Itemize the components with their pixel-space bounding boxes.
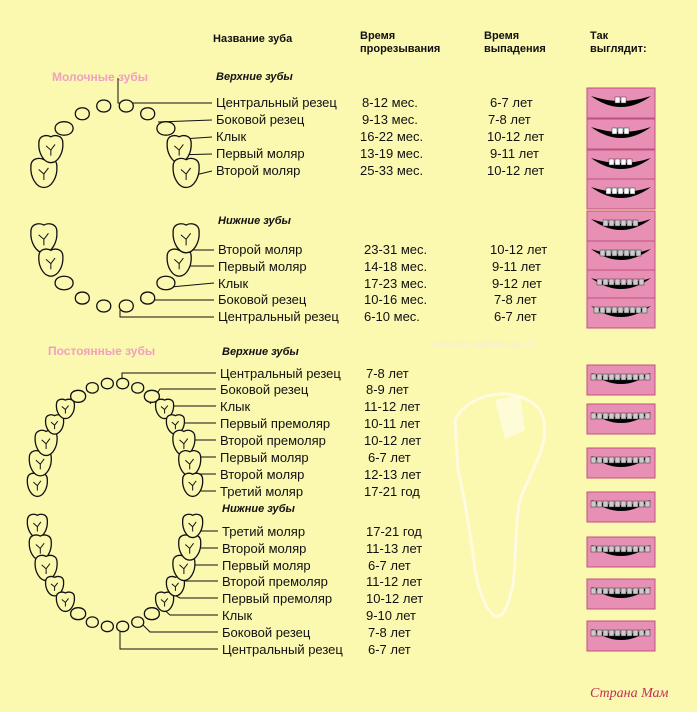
milk-lower-eruption: 10-16 мес. <box>364 292 428 307</box>
thumb-tooth <box>597 413 602 419</box>
thumb-tooth <box>633 501 638 507</box>
tooth <box>141 108 155 120</box>
header-look-line2: выглядит: <box>590 43 647 55</box>
mouth-thumbnail <box>587 492 655 522</box>
thumb-tooth <box>621 457 626 463</box>
thumb-tooth <box>630 250 635 256</box>
perm-lower-eruption: 9-10 лет <box>366 608 416 623</box>
mouth-thumbnail <box>587 179 655 209</box>
thumb-tooth <box>609 546 614 552</box>
thumb-tooth <box>621 588 626 594</box>
thumb-tooth <box>633 413 638 419</box>
thumb-tooth <box>627 630 632 636</box>
thumb-tooth <box>621 501 626 507</box>
perm-lower-eruption: 6-7 лет <box>368 558 411 573</box>
milk-lower-eruption: 17-23 мес. <box>364 276 428 291</box>
milk-lower-name: Клык <box>218 276 249 291</box>
milk-lower-eruption: 23-31 мес. <box>364 242 428 257</box>
tooth <box>55 122 73 136</box>
tooth <box>144 608 159 620</box>
thumb-tooth <box>591 457 596 463</box>
thumb-tooth <box>609 220 614 226</box>
thumb-tooth <box>624 128 629 134</box>
perm-upper-eruption: 17-21 год <box>364 484 420 499</box>
leader-line <box>142 624 218 632</box>
site-logo: Страна Мам <box>590 686 669 701</box>
thumb-tooth <box>639 501 644 507</box>
thumb-tooth <box>639 413 644 419</box>
milk-upper-loss: 7-8 лет <box>488 112 531 127</box>
thumb-tooth <box>597 546 602 552</box>
milk-upper-name: Первый моляр <box>216 146 305 161</box>
tooth <box>75 292 89 304</box>
thumb-tooth <box>639 279 644 285</box>
perm-lower-eruption: 11-13 лет <box>366 541 423 556</box>
thumb-tooth <box>621 159 626 165</box>
milk-upper-eruption: 9-13 мес. <box>362 112 418 127</box>
thumb-tooth <box>612 307 617 313</box>
perm-lower-name: Первый премоляр <box>222 591 333 606</box>
thumb-tooth <box>597 374 602 380</box>
permanent-upper-jaw <box>27 378 202 496</box>
thumb-tooth <box>597 588 602 594</box>
tooth <box>101 621 113 632</box>
thumb-tooth <box>615 220 620 226</box>
tooth <box>132 383 144 394</box>
tooth <box>117 378 129 389</box>
header-eruption-line2: прорезывания <box>360 43 441 55</box>
milk-upper-name: Второй моляр <box>216 163 301 178</box>
thumb-tooth <box>603 546 608 552</box>
thumb-tooth <box>633 374 638 380</box>
tooth <box>141 292 155 304</box>
thumb-tooth <box>633 588 638 594</box>
thumb-tooth <box>621 279 626 285</box>
thumb-tooth <box>630 188 635 194</box>
milk-upper-title: Верхние зубы <box>216 71 293 83</box>
mouth-thumbnail <box>587 241 655 271</box>
thumb-tooth <box>618 188 623 194</box>
milk-lower-name: Первый моляр <box>218 259 307 274</box>
perm-upper-eruption: 6-7 лет <box>368 450 411 465</box>
tooth <box>97 300 111 312</box>
milk-lower-name: Второй моляр <box>218 242 303 257</box>
perm-lower-name: Центральный резец <box>222 642 343 657</box>
milk-lower-loss: 6-7 лет <box>494 309 537 324</box>
thumb-tooth <box>639 630 644 636</box>
thumb-tooth <box>615 588 620 594</box>
thumb-tooth <box>591 501 596 507</box>
perm-lower-name: Второй моляр <box>222 541 307 556</box>
tooth <box>86 617 98 628</box>
perm-upper-eruption: 10-11 лет <box>364 416 421 431</box>
thumb-tooth <box>621 630 626 636</box>
thumb-tooth <box>645 630 650 636</box>
perm-upper-eruption: 7-8 лет <box>366 366 409 381</box>
thumb-tooth <box>633 630 638 636</box>
perm-lower-eruption: 17-21 год <box>366 524 422 539</box>
milk-lower-title: Нижние зубы <box>218 215 291 227</box>
milk-teeth-title: Молочные зубы <box>52 70 148 84</box>
tooth <box>117 621 129 632</box>
tooth <box>173 224 199 253</box>
thumb-tooth <box>609 501 614 507</box>
mouth-thumbnail <box>587 448 655 478</box>
tooth <box>55 276 73 290</box>
thumb-tooth <box>618 128 623 134</box>
thumb-tooth <box>615 279 620 285</box>
perm-upper-name: Клык <box>220 399 251 414</box>
perm-upper-name: Первый моляр <box>220 450 309 465</box>
thumb-tooth <box>606 307 611 313</box>
perm-upper-eruption: 11-12 лет <box>364 399 421 414</box>
leader-line <box>122 373 216 383</box>
milk-upper-loss: 9-11 лет <box>490 146 540 161</box>
perm-lower-name: Третий моляр <box>222 524 306 539</box>
milk-upper-eruption: 13-19 мес. <box>360 146 424 161</box>
mouth-thumbnail <box>587 211 655 241</box>
perm-lower-name: Клык <box>222 608 253 623</box>
thumb-tooth <box>621 413 626 419</box>
perm-lower-name: Боковой резец <box>222 625 311 640</box>
thumb-tooth <box>603 220 608 226</box>
thumb-tooth <box>627 588 632 594</box>
mouth-thumbnail <box>587 621 655 651</box>
thumb-tooth <box>591 630 596 636</box>
thumb-tooth <box>600 307 605 313</box>
thumb-tooth <box>639 546 644 552</box>
milk-lower-eruption: 6-10 мес. <box>364 309 420 324</box>
thumb-tooth <box>645 457 650 463</box>
milk-lower-name: Боковой резец <box>218 292 307 307</box>
header-loss-line1: Время <box>484 30 520 42</box>
thumb-tooth <box>603 501 608 507</box>
mouth-thumbnail <box>587 119 655 149</box>
header-eruption-line1: Время <box>360 30 396 42</box>
milk-upper-jaw <box>31 100 199 188</box>
thumb-tooth <box>633 220 638 226</box>
thumb-tooth <box>639 457 644 463</box>
milk-lower-loss: 7-8 лет <box>494 292 537 307</box>
header-tooth-name: Название зуба <box>213 33 293 45</box>
thumb-tooth <box>627 159 632 165</box>
tooth <box>86 383 98 394</box>
thumb-tooth <box>627 279 632 285</box>
thumb-tooth <box>621 546 626 552</box>
thumb-tooth <box>597 279 602 285</box>
perm-lower-eruption: 6-7 лет <box>368 642 411 657</box>
thumb-tooth <box>636 307 641 313</box>
mouth-thumbnails <box>587 88 655 651</box>
tooth <box>157 276 175 290</box>
thumb-tooth <box>645 413 650 419</box>
permanent-lower-jaw <box>27 514 202 631</box>
perm-upper-name: Боковой резец <box>220 382 309 397</box>
thumb-tooth <box>630 307 635 313</box>
thumb-tooth <box>645 546 650 552</box>
perm-upper-eruption: 12-13 лет <box>364 467 422 482</box>
tooth <box>173 158 199 187</box>
tooth <box>71 608 86 620</box>
milk-upper-loss: 10-12 лет <box>487 163 545 178</box>
mouth-thumbnail <box>587 88 655 118</box>
thumb-tooth <box>597 501 602 507</box>
milk-upper-eruption: 16-22 мес. <box>360 129 424 144</box>
thumb-tooth <box>609 413 614 419</box>
thumb-tooth <box>603 457 608 463</box>
thumb-tooth <box>612 250 617 256</box>
thumb-tooth <box>609 457 614 463</box>
thumb-tooth <box>615 97 620 103</box>
thumb-tooth <box>624 250 629 256</box>
thumb-tooth <box>609 588 614 594</box>
perm-lower-name: Второй премоляр <box>222 574 328 589</box>
tooth <box>39 249 63 276</box>
header-loss-line2: выпадения <box>484 43 546 55</box>
thumb-tooth <box>627 501 632 507</box>
thumb-tooth <box>603 588 608 594</box>
milk-upper-name: Клык <box>216 129 247 144</box>
thumb-tooth <box>609 630 614 636</box>
thumb-tooth <box>645 374 650 380</box>
perm-lower-name: Первый моляр <box>222 558 311 573</box>
thumb-tooth <box>600 250 605 256</box>
thumb-tooth <box>591 413 596 419</box>
tooth <box>157 122 175 136</box>
thumb-tooth <box>609 279 614 285</box>
milk-upper-eruption: 25-33 мес. <box>360 163 424 178</box>
thumb-tooth <box>621 374 626 380</box>
thumb-tooth <box>615 630 620 636</box>
mouth-thumbnail <box>587 404 655 434</box>
thumb-tooth <box>591 374 596 380</box>
thumb-tooth <box>615 374 620 380</box>
thumb-tooth <box>639 588 644 594</box>
tooth <box>101 378 113 389</box>
milk-lower-loss: 10-12 лет <box>490 242 548 257</box>
thumb-tooth <box>615 457 620 463</box>
mouth-thumbnail <box>587 365 655 395</box>
thumb-tooth <box>615 546 620 552</box>
thumb-tooth <box>615 413 620 419</box>
thumb-tooth <box>603 413 608 419</box>
milk-lower-name: Центральный резец <box>218 309 339 324</box>
milk-upper-loss: 10-12 лет <box>487 129 545 144</box>
thumb-tooth <box>603 279 608 285</box>
thumb-tooth <box>627 546 632 552</box>
milk-lower-loss: 9-11 лет <box>492 259 542 274</box>
thumb-tooth <box>645 588 650 594</box>
thumb-tooth <box>645 501 650 507</box>
thumb-tooth <box>642 307 647 313</box>
thumb-tooth <box>621 220 626 226</box>
mouth-thumbnail <box>587 270 655 300</box>
thumb-tooth <box>633 279 638 285</box>
perm-upper-name: Второй моляр <box>220 467 305 482</box>
mouth-thumbnail <box>587 298 655 328</box>
thumb-tooth <box>591 546 596 552</box>
milk-upper-name: Центральный резец <box>216 95 337 110</box>
perm-upper-name: Третий моляр <box>220 484 304 499</box>
permanent-lower-title: Нижние зубы <box>222 503 295 515</box>
watermark: www.dentalfantasy.ru <box>430 338 534 350</box>
perm-upper-name: Первый премоляр <box>220 416 331 431</box>
thumb-tooth <box>609 159 614 165</box>
perm-upper-name: Второй премоляр <box>220 433 326 448</box>
milk-upper-eruption: 8-12 мес. <box>362 95 418 110</box>
tooth <box>119 100 133 112</box>
tooth <box>119 300 133 312</box>
thumb-tooth <box>633 457 638 463</box>
tooth <box>132 617 144 628</box>
thumb-tooth <box>615 159 620 165</box>
thumb-tooth <box>624 188 629 194</box>
permanent-upper-title: Верхние зубы <box>222 346 299 358</box>
mouth-thumbnail <box>587 579 655 609</box>
tooth <box>179 451 201 476</box>
thumb-tooth <box>618 250 623 256</box>
milk-lower-loss: 9-12 лет <box>492 276 542 291</box>
thumb-tooth <box>615 501 620 507</box>
milk-lower-jaw <box>31 224 199 312</box>
thumb-tooth <box>639 374 644 380</box>
milk-upper-name: Боковой резец <box>216 112 305 127</box>
thumb-tooth <box>591 588 596 594</box>
leader-lines <box>118 78 218 649</box>
thumb-tooth <box>606 250 611 256</box>
thumb-tooth <box>618 307 623 313</box>
thumb-tooth <box>597 630 602 636</box>
thumb-tooth <box>606 188 611 194</box>
thumb-tooth <box>603 374 608 380</box>
leader-line <box>120 630 218 649</box>
perm-upper-eruption: 8-9 лет <box>366 382 409 397</box>
milk-lower-eruption: 14-18 мес. <box>364 259 428 274</box>
thumb-tooth <box>621 97 626 103</box>
tooth <box>97 100 111 112</box>
leader-line <box>120 310 214 317</box>
thumb-tooth <box>627 220 632 226</box>
thumb-tooth <box>633 546 638 552</box>
milk-upper-loss: 6-7 лет <box>490 95 533 110</box>
perm-upper-eruption: 10-12 лет <box>364 433 422 448</box>
perm-upper-name: Центральный резец <box>220 366 341 381</box>
thumb-tooth <box>627 374 632 380</box>
thumb-tooth <box>594 307 599 313</box>
leader-line <box>118 78 212 103</box>
tooth <box>71 390 86 402</box>
thumb-tooth <box>627 457 632 463</box>
thumb-tooth <box>612 128 617 134</box>
tooth <box>75 108 89 120</box>
mouth-thumbnail <box>587 150 655 180</box>
thumb-tooth <box>612 188 617 194</box>
thumb-tooth <box>603 630 608 636</box>
mouth-thumbnail <box>587 537 655 567</box>
thumb-tooth <box>627 413 632 419</box>
permanent-teeth-title: Постоянные зубы <box>48 344 156 358</box>
perm-lower-eruption: 7-8 лет <box>368 625 411 640</box>
perm-lower-eruption: 11-12 лет <box>366 574 423 589</box>
tooth <box>31 224 57 253</box>
thumb-tooth <box>609 374 614 380</box>
thumb-tooth <box>624 307 629 313</box>
header-look-line1: Так <box>590 30 609 42</box>
perm-lower-eruption: 10-12 лет <box>366 591 424 606</box>
thumb-tooth <box>597 457 602 463</box>
thumb-tooth <box>636 250 641 256</box>
